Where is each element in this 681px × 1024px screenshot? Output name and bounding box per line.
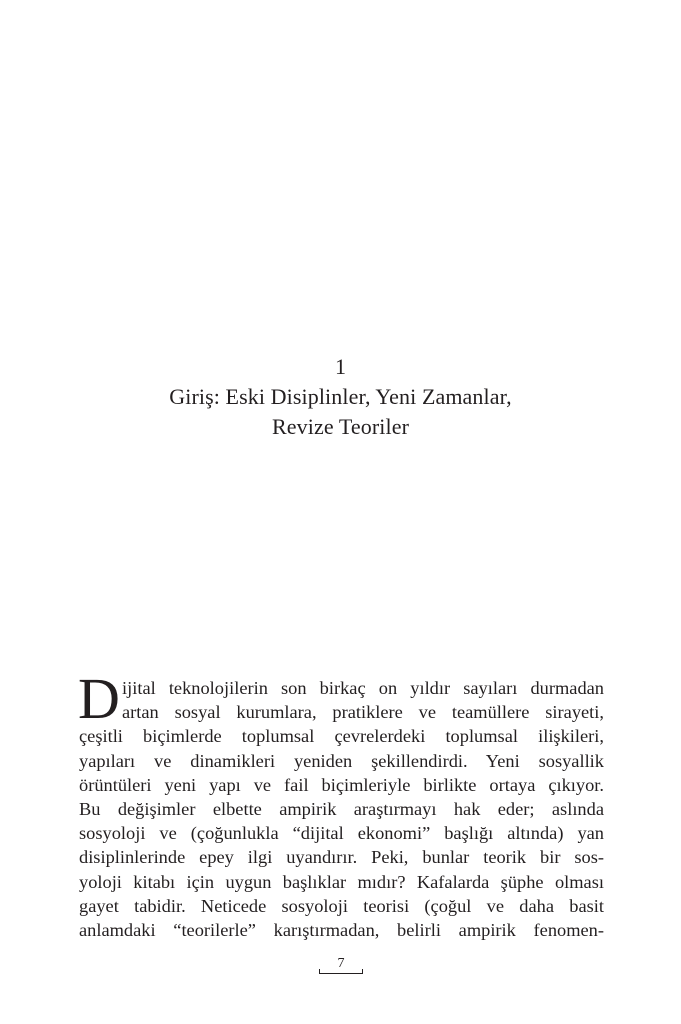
chapter-title-line-2: Revize Teoriler xyxy=(272,414,409,439)
text-line: sosyoloji ve (çoğunlukla “dijital ekonomi” başlığı altında) yan xyxy=(79,823,604,844)
text-line: ijital teknolojilerin son birkaç on yıldır sayıları durmadan xyxy=(122,678,604,698)
text-line: Bu değişimler elbette ampirik araştırmayı hak eder; aslında xyxy=(79,798,604,819)
text-line: gayet tabidir. Neticede sosyoloji teorisi (çoğul ve daha basit xyxy=(79,895,604,916)
drop-cap: D xyxy=(78,666,120,731)
text-line: çeşitli biçimlerde toplumsal çevrelerdeki toplumsal ilişkileri, xyxy=(79,726,604,747)
page-number-footer xyxy=(319,956,363,974)
body-paragraph xyxy=(78,666,604,942)
text-line: disiplinlerinde epey ilgi uyandırır. Peki, bunlar teorik bir sos- xyxy=(79,847,604,868)
page-number: 7 xyxy=(337,956,345,971)
text-line: yapıları ve dinamikleri yeniden şekillendirdi. Yeni sosyallik xyxy=(79,750,604,771)
chapter-heading xyxy=(0,352,681,442)
text-line: artan sosyal kurumlara, pratiklere ve teamüllere sirayeti, xyxy=(122,702,604,723)
chapter-title-line-1: Giriş: Eski Disiplinler, Yeni Zamanlar, xyxy=(169,384,512,409)
text-line: örüntüleri yeni yapı ve fail biçimleriyle birlikte ortaya çıkıyor. xyxy=(79,774,604,795)
text-line: anlamdaki “teorilerle” karıştırmadan, belirli ampirik fenomen- xyxy=(79,919,604,940)
chapter-number: 1 xyxy=(334,354,347,379)
page-number-rule xyxy=(319,973,363,974)
text-line: yoloji kitabı için uygun başlıklar mıdır? Kafalarda şüphe olması xyxy=(79,871,604,892)
